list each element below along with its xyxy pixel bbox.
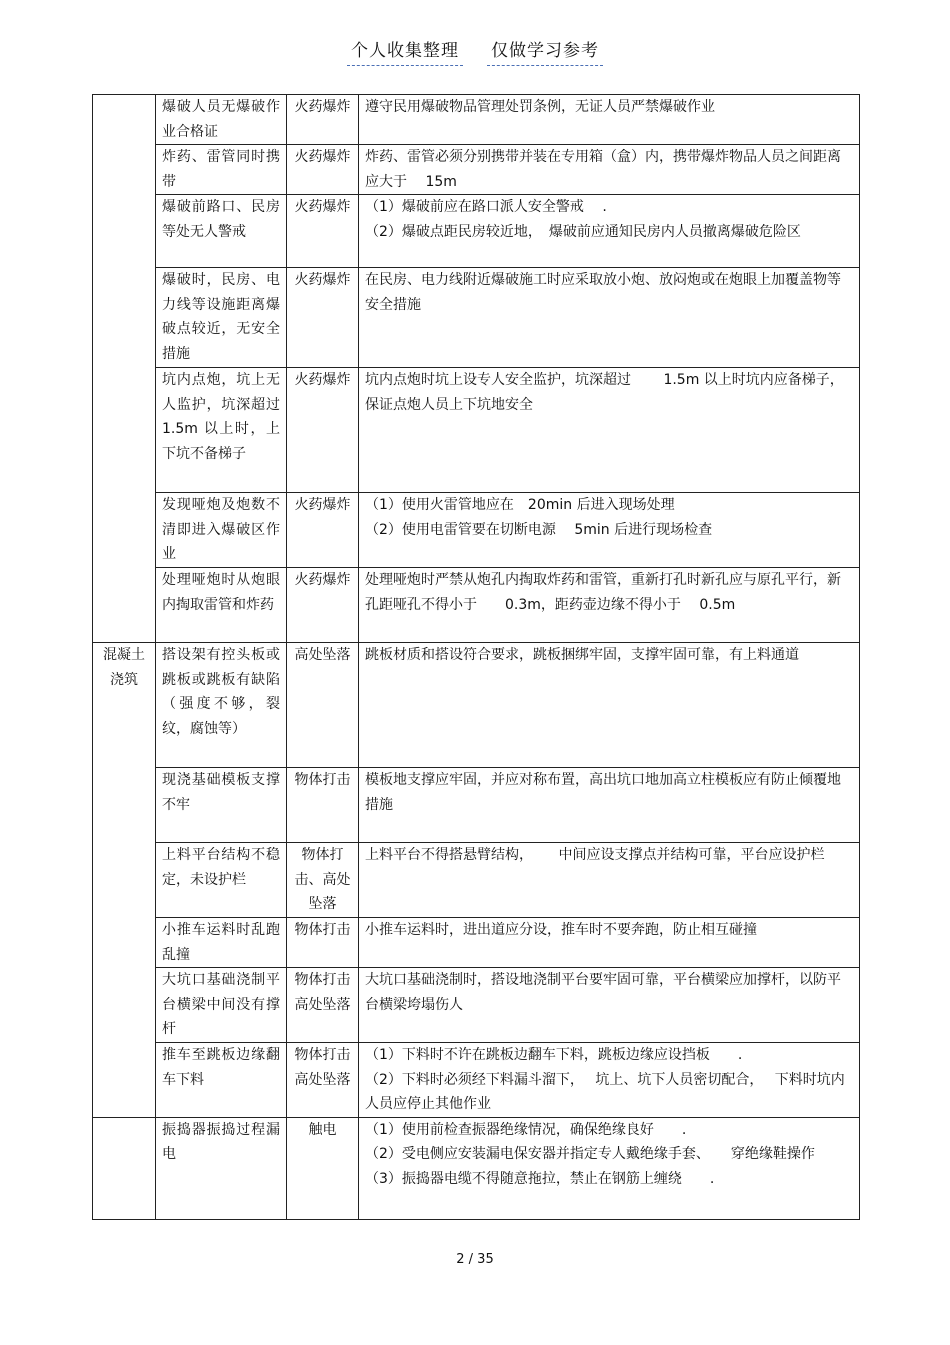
hazard-cell: 爆破人员无爆破作业合格证 — [156, 95, 287, 145]
hazard-cell: 爆破时，民房、电力线等设施距离爆破点较近，无安全措施 — [156, 268, 287, 368]
measure-item: （2）受电侧应安装漏电保安器并指定专人戴绝缘手套、 穿绝缘鞋操作 — [365, 1146, 815, 1162]
table-row — [93, 968, 860, 1043]
hazard-cell: 炸药、雷管同时携带 — [156, 145, 287, 195]
accident-type-cell: 火药爆炸 — [287, 493, 359, 568]
measures-cell — [359, 768, 860, 843]
measures-cell — [359, 1117, 860, 1219]
measure-item: （1）爆破前应在路口派人安全警戒 . — [365, 199, 607, 215]
measure-item: 处理哑炮时严禁从炮孔内掏取炸药和雷管，重新打孔时新孔应与原孔平行，新孔距哑孔不得小于 0.3m，距药壶边缘不得小于 0.5m — [365, 572, 841, 613]
hazard-cell: 上料平台结构不稳定，未设护栏 — [156, 843, 287, 918]
accident-type-cell: 物体打击高处坠落 — [287, 1043, 359, 1118]
measure-item: 遵守民用爆破物品管理处罚条例，无证人员严禁爆破作业 — [365, 99, 715, 115]
measure-item: 跳板材质和搭设符合要求，跳板捆绑牢固，支撑牢固可靠，有上料通道 — [365, 647, 799, 663]
measure-item: （3）振捣器电缆不得随意拖拉，禁止在钢筋上缠绕 . — [365, 1170, 715, 1187]
table-row — [93, 95, 860, 145]
measure-item: 炸药、雷管必须分别携带并装在专用箱（盒）内，携带爆炸物品人员之间距离应大于 15m — [365, 149, 841, 190]
hazard-cell: 爆破前路口、民房等处无人警戒 — [156, 195, 287, 268]
hazard-cell: 坑内点炮，坑上无人监护，坑深超过 1.5m 以上时，上下坑不备梯子 — [156, 368, 287, 493]
measure-item: 坑内点炮时坑上设专人安全监护，坑深超过 1.5m 以上时坑内应备梯子，保证点炮人员上下坑地安全 — [365, 372, 844, 413]
measure-item: 上料平台不得搭悬臂结构， 中间应设支撑点并结构可靠，平台应设护栏 — [365, 847, 825, 863]
measures-cell — [359, 843, 860, 918]
hazard-cell: 推车至跳板边缘翻车下料 — [156, 1043, 287, 1118]
hazard-cell: 大坑口基础浇制平台横梁中间没有撑杆 — [156, 968, 287, 1043]
table-row — [93, 145, 860, 195]
table-row — [93, 195, 860, 268]
accident-type-cell: 火药爆炸 — [287, 195, 359, 268]
measures-cell — [359, 568, 860, 643]
measures-cell — [359, 493, 860, 568]
measure-item: （1）下料时不许在跳板边翻车下料，跳板边缘应设挡板 . — [365, 1047, 743, 1063]
measure-item: （1）使用前检查振器绝缘情况，确保绝缘良好 . — [365, 1121, 687, 1138]
accident-type-cell: 触电 — [287, 1117, 359, 1219]
safety-measures-table — [92, 94, 860, 1220]
table-row — [93, 1117, 860, 1219]
table-row — [93, 268, 860, 368]
table-row — [93, 768, 860, 843]
category-cell: 混凝土浇筑 — [93, 643, 156, 1118]
measure-item: 小推车运料时，进出道应分设，推车时不要奔跑，防止相互碰撞 — [365, 922, 757, 938]
accident-type-cell: 火药爆炸 — [287, 268, 359, 368]
measures-cell — [359, 1043, 860, 1118]
measure-item: 大坑口基础浇制时，搭设地浇制平台要牢固可靠，平台横梁应加撑杆，以防平台横梁垮塌伤人 — [365, 972, 841, 1013]
table-row — [93, 493, 860, 568]
measure-item: （1）使用火雷管地应在 20min 后进入现场处理 — [365, 497, 675, 513]
category-cell — [93, 95, 156, 643]
hazard-cell: 搭设架有控头板或跳板或跳板有缺陷（强度不够，裂纹，腐蚀等） — [156, 643, 287, 768]
table-row — [93, 568, 860, 643]
accident-type-cell: 火药爆炸 — [287, 95, 359, 145]
measures-cell — [359, 368, 860, 493]
measure-item: （2）下料时必须经下料漏斗溜下， 坑上、坑下人员密切配合， 下料时坑内人员应停止其他作业 — [365, 1071, 845, 1112]
accident-type-cell: 物体打击高处坠落 — [287, 968, 359, 1043]
header-right-text: 仅做学习参考 — [487, 41, 603, 66]
header-left-text: 个人收集整理 — [347, 41, 463, 66]
accident-type-cell: 火药爆炸 — [287, 368, 359, 493]
table-row — [93, 843, 860, 918]
measures-cell — [359, 95, 860, 145]
measure-item: 模板地支撑应牢固，并应对称布置，高出坑口地加高立柱模板应有防止倾覆地措施 — [365, 772, 841, 813]
accident-type-cell: 物体打击 — [287, 768, 359, 843]
measures-cell — [359, 968, 860, 1043]
accident-type-cell: 火药爆炸 — [287, 568, 359, 643]
measures-cell — [359, 268, 860, 368]
table-row — [93, 643, 860, 768]
hazard-cell: 振捣器振捣过程漏电 — [156, 1117, 287, 1219]
measures-cell — [359, 643, 860, 768]
table-row — [93, 368, 860, 493]
category-cell — [93, 1117, 156, 1219]
page-number: 2 / 35 — [456, 1252, 494, 1267]
accident-type-cell: 物体打击、高处坠落 — [287, 843, 359, 918]
table-row — [93, 918, 860, 968]
hazard-cell: 处理哑炮时从炮眼内掏取雷管和炸药 — [156, 568, 287, 643]
measure-item: 在民房、电力线附近爆破施工时应采取放小炮、放闷炮或在炮眼上加覆盖物等安全措施 — [365, 272, 841, 313]
hazard-cell: 发现哑炮及炮数不清即进入爆破区作业 — [156, 493, 287, 568]
measures-cell — [359, 918, 860, 968]
table-row — [93, 1043, 860, 1118]
measures-cell — [359, 145, 860, 195]
accident-type-cell: 物体打击 — [287, 918, 359, 968]
measure-item: （2）使用电雷管要在切断电源 5min 后进行现场检查 — [365, 521, 713, 538]
accident-type-cell: 高处坠落 — [287, 643, 359, 768]
measures-cell — [359, 195, 860, 268]
hazard-cell: 小推车运料时乱跑乱撞 — [156, 918, 287, 968]
page-header — [0, 36, 950, 61]
hazard-cell: 现浇基础模板支撑不牢 — [156, 768, 287, 843]
accident-type-cell: 火药爆炸 — [287, 145, 359, 195]
measure-item: （2）爆破点距民房较近地， 爆破前应通知民房内人员撤离爆破危险区 — [365, 223, 801, 240]
